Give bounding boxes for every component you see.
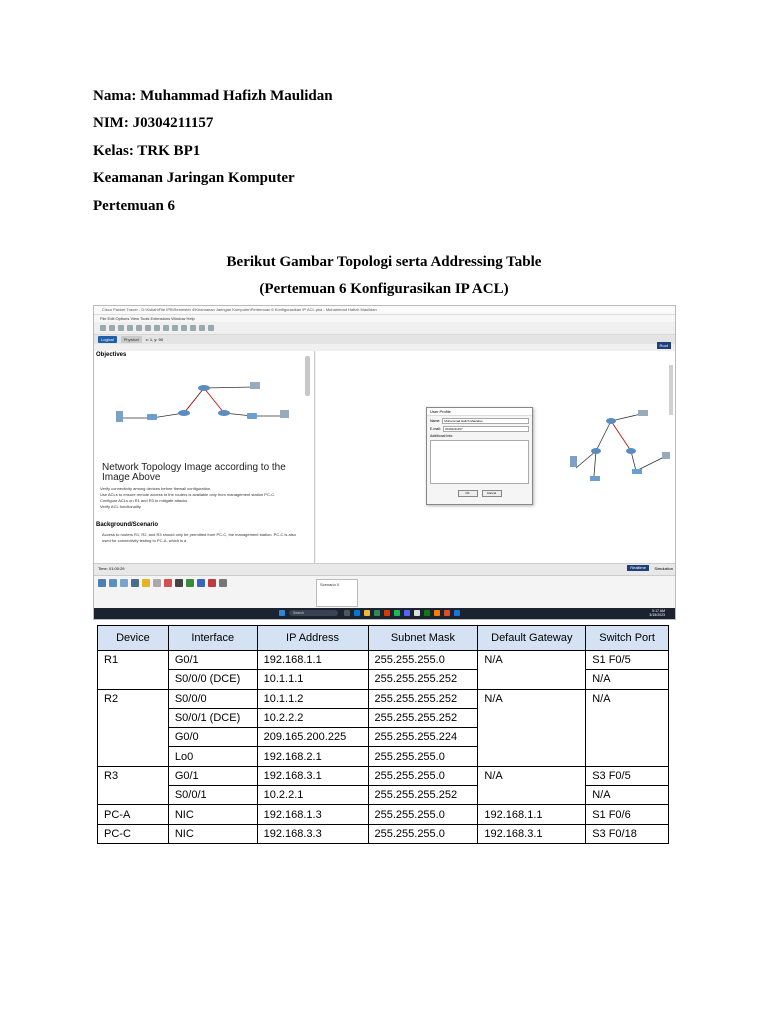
- objective-item: Verify connectivity among devices before firewall configuration.: [100, 486, 212, 491]
- cell-ip: 10.2.2.2: [257, 708, 368, 727]
- search-box[interactable]: Search: [289, 610, 338, 616]
- objective-item: Verify ACL functionality.: [100, 504, 142, 509]
- cell-gateway: [478, 670, 586, 689]
- objective-item: Configure ACLs on R1 and R3 to mitigate attacks.: [100, 498, 189, 503]
- cell-switch-port: N/A: [586, 670, 669, 689]
- cell-subnet: 255.255.255.252: [368, 786, 478, 805]
- col-switch-port: Switch Port: [586, 626, 669, 651]
- zoom-in-icon[interactable]: [172, 325, 178, 331]
- app-icon[interactable]: [374, 610, 380, 616]
- packet-tracer-icon[interactable]: [454, 610, 460, 616]
- cell-subnet: 255.255.255.252: [368, 689, 478, 708]
- router-icon: [626, 448, 636, 454]
- sim-time: Time: 01:00:29: [98, 566, 125, 571]
- cell-subnet: 255.255.255.0: [368, 766, 478, 785]
- zoom-out-icon[interactable]: [181, 325, 187, 331]
- router-icon: [178, 410, 190, 416]
- cell-device: R3: [98, 766, 169, 785]
- cell-ip: 209.165.200.225: [257, 728, 368, 747]
- cell-interface: G0/1: [168, 651, 257, 670]
- packet-tracer-screenshot: [93, 305, 676, 620]
- cell-subnet: 255.255.255.224: [368, 728, 478, 747]
- cell-subnet: 255.255.255.252: [368, 708, 478, 727]
- server-icon: [570, 456, 577, 467]
- switch-icon: [247, 413, 257, 419]
- caption-line-1: Berikut Gambar Topologi serta Addressing Table: [226, 254, 542, 270]
- cell-switch-port: [586, 747, 669, 766]
- cell-subnet: 255.255.255.0: [368, 805, 478, 824]
- router-category-icon[interactable]: [98, 579, 106, 587]
- custom-device-icon[interactable]: [208, 325, 214, 331]
- table-row: [98, 728, 669, 747]
- table-row: [98, 689, 669, 708]
- cell-interface: NIC: [168, 805, 257, 824]
- save-icon[interactable]: [118, 325, 124, 331]
- app-icon[interactable]: [444, 610, 450, 616]
- cell-interface: NIC: [168, 824, 257, 843]
- router-icon: [606, 418, 616, 424]
- cell-gateway: N/A: [478, 689, 586, 708]
- cell-ip: 192.168.3.3: [257, 824, 368, 843]
- tab-logical[interactable]: Logical: [98, 336, 117, 343]
- cell-interface: S0/0/0: [168, 689, 257, 708]
- topology-note: Network Topology Image according to the Image Above: [102, 462, 286, 483]
- device-panel: [94, 575, 675, 609]
- cell-device: [98, 786, 169, 805]
- router-icon: [218, 410, 230, 416]
- cell-interface: S0/0/1: [168, 786, 257, 805]
- cell-switch-port: S1 F0/6: [586, 805, 669, 824]
- toolbar: [94, 322, 675, 335]
- cell-ip: 192.168.3.1: [257, 766, 368, 785]
- cancel-button[interactable]: Cancel: [482, 490, 502, 497]
- pc-icon: [662, 452, 670, 459]
- user-profile-dialog[interactable]: [426, 407, 533, 505]
- palette-icon[interactable]: [199, 325, 205, 331]
- paste-icon[interactable]: [145, 325, 151, 331]
- cell-device: [98, 670, 169, 689]
- cell-gateway: 192.168.3.1: [478, 824, 586, 843]
- discord-icon[interactable]: [404, 610, 410, 616]
- switch-icon: [632, 469, 642, 474]
- table-row: [98, 708, 669, 727]
- table-row: [98, 747, 669, 766]
- cell-switch-port: N/A: [586, 786, 669, 805]
- cell-ip: 192.168.1.1: [257, 651, 368, 670]
- addressing-table: [97, 625, 669, 844]
- undo-icon[interactable]: [154, 325, 160, 331]
- cell-interface: G0/0: [168, 728, 257, 747]
- cable-icon[interactable]: [175, 579, 183, 587]
- spotify-icon[interactable]: [394, 610, 400, 616]
- copy-icon[interactable]: [136, 325, 142, 331]
- workspace-tabs: [94, 335, 675, 344]
- ok-button[interactable]: OK: [458, 490, 478, 497]
- cell-ip: 192.168.2.1: [257, 747, 368, 766]
- chrome-icon[interactable]: [414, 610, 420, 616]
- print-icon[interactable]: [127, 325, 133, 331]
- table-header-row: [98, 626, 669, 651]
- table-row: [98, 766, 669, 785]
- dialog-title: User Profile: [427, 408, 532, 416]
- pc-icon: [280, 410, 289, 418]
- table-row: [98, 651, 669, 670]
- hub-category-icon[interactable]: [120, 579, 128, 587]
- app-icon[interactable]: [424, 610, 430, 616]
- col-gateway: Default Gateway: [478, 626, 586, 651]
- cell-interface: S0/0/0 (DCE): [168, 670, 257, 689]
- background-text: Access to routers R1, R2, and R3 should only be permitted from PC-C, the management station. PC-C is also used for connectivity testing to PC-A, which is a: [102, 532, 296, 543]
- cell-switch-port: S3 F0/5: [586, 766, 669, 785]
- cell-ip: 10.1.1.1: [257, 670, 368, 689]
- meeting-number: Pertemuan 6: [93, 198, 176, 214]
- cell-device: [98, 728, 169, 747]
- cell-interface: G0/1: [168, 766, 257, 785]
- connections-category-icon[interactable]: [142, 579, 150, 587]
- cell-device: PC-A: [98, 805, 169, 824]
- table-row: [98, 786, 669, 805]
- end-device-category-icon[interactable]: [153, 579, 161, 587]
- cell-gateway: N/A: [478, 766, 586, 785]
- root-label[interactable]: Root: [657, 342, 671, 349]
- device-type-row: [98, 579, 227, 587]
- cell-gateway: [478, 728, 586, 747]
- cell-subnet: 255.255.255.0: [368, 747, 478, 766]
- email-field[interactable]: J0304211157: [443, 426, 529, 432]
- table-row: [98, 670, 669, 689]
- open-icon[interactable]: [109, 325, 115, 331]
- cell-switch-port: [586, 708, 669, 727]
- tab-physical[interactable]: Physical: [121, 336, 142, 343]
- workspace-topology: [556, 406, 671, 496]
- cell-gateway: N/A: [478, 651, 586, 670]
- logical-workspace[interactable]: [316, 351, 675, 563]
- cell-subnet: 255.255.255.0: [368, 824, 478, 843]
- redo-icon[interactable]: [163, 325, 169, 331]
- cell-switch-port: [586, 728, 669, 747]
- caption-line-2: (Pertemuan 6 Konfigurasikan IP ACL): [259, 281, 509, 297]
- cell-ip: 192.168.1.3: [257, 805, 368, 824]
- os-taskbar: [94, 608, 675, 619]
- server-icon: [250, 382, 260, 389]
- cell-switch-port: S1 F0/5: [586, 651, 669, 670]
- student-nim: NIM: J0304211157: [93, 115, 214, 131]
- taskview-icon[interactable]: [344, 610, 350, 616]
- window-title: Cisco Packet Tracer - D:\Kuliah\File IPB\Semester 4\Keamanan Jaringan Komputer\Pertemuan 6 Konfigurasikan IP ACL.pka - Muhammad Hafizh Maulidan: [94, 306, 675, 315]
- start-icon[interactable]: [279, 610, 285, 616]
- instructions-scrollbar[interactable]: [305, 356, 310, 396]
- scenario-select[interactable]: Scenario 0: [320, 582, 340, 587]
- new-icon[interactable]: [100, 325, 106, 331]
- cell-device: [98, 747, 169, 766]
- cell-interface: S0/0/1 (DCE): [168, 708, 257, 727]
- name-label: Name:: [430, 419, 441, 423]
- cable-icon[interactable]: [164, 579, 172, 587]
- background-heading: Background/Scenario: [96, 522, 159, 528]
- cell-ip: 10.2.2.1: [257, 786, 368, 805]
- cable-icon[interactable]: [186, 579, 194, 587]
- cable-icon[interactable]: [219, 579, 227, 587]
- clock-date: 3/15/2023: [649, 613, 665, 617]
- realtime-tab[interactable]: Realtime: [627, 565, 649, 571]
- clock-time: 9:17 AM: [652, 609, 665, 613]
- cell-subnet: 255.255.255.0: [368, 651, 478, 670]
- simulation-tab[interactable]: Simulation: [654, 566, 673, 571]
- cell-switch-port: S3 F0/18: [586, 824, 669, 843]
- cell-device: R1: [98, 651, 169, 670]
- table-row: [98, 805, 669, 824]
- objective-list: [100, 486, 300, 510]
- coords-readout: x: 1, y: 90: [145, 337, 163, 342]
- topology-diagram: [104, 373, 299, 443]
- router-icon: [198, 385, 210, 391]
- server-icon: [638, 410, 648, 416]
- col-subnet: Subnet Mask: [368, 626, 478, 651]
- cell-device: R2: [98, 689, 169, 708]
- cell-switch-port: N/A: [586, 689, 669, 708]
- switch-icon: [147, 414, 157, 420]
- folder-icon[interactable]: [364, 610, 370, 616]
- cell-gateway: [478, 708, 586, 727]
- cell-ip: 10.1.1.2: [257, 689, 368, 708]
- col-device: Device: [98, 626, 169, 651]
- col-ip: IP Address: [257, 626, 368, 651]
- app-icon[interactable]: [434, 610, 440, 616]
- cell-device: [98, 708, 169, 727]
- cell-gateway: 192.168.1.1: [478, 805, 586, 824]
- wireless-category-icon[interactable]: [131, 579, 139, 587]
- cell-gateway: [478, 747, 586, 766]
- table-row: [98, 824, 669, 843]
- cable-icon[interactable]: [208, 579, 216, 587]
- col-interface: Interface: [168, 626, 257, 651]
- server-icon: [116, 411, 123, 422]
- switch-icon: [590, 476, 600, 481]
- menu-bar: File Edit Options View Tools Extensions Window Help: [94, 315, 675, 322]
- cell-device: PC-C: [98, 824, 169, 843]
- cell-interface: Lo0: [168, 747, 257, 766]
- student-class: Kelas: TRK BP1: [93, 143, 201, 159]
- scenario-panel[interactable]: [316, 579, 358, 607]
- name-field[interactable]: Muhammad Hafizh Maulidan: [442, 418, 529, 424]
- student-name: Nama: Muhammad Hafizh Maulidan: [93, 88, 333, 104]
- taskbar-clock: [649, 609, 665, 617]
- objective-item: Use ACLs to ensure remote access to the routers is available only from management station PC-C.: [100, 492, 276, 497]
- app-icon[interactable]: [384, 610, 390, 616]
- course-name: Keamanan Jaringan Komputer: [93, 170, 295, 186]
- additional-info-field[interactable]: [430, 440, 529, 484]
- instructions-pane[interactable]: [94, 351, 315, 563]
- switch-category-icon[interactable]: [109, 579, 117, 587]
- zoom-reset-icon[interactable]: [190, 325, 196, 331]
- objectives-heading: Objectives: [96, 352, 127, 358]
- cell-gateway: [478, 786, 586, 805]
- edge-icon[interactable]: [354, 610, 360, 616]
- router-icon: [591, 448, 601, 454]
- cable-icon[interactable]: [197, 579, 205, 587]
- additional-info-label: Additional Info:: [430, 434, 454, 438]
- cell-subnet: 255.255.255.252: [368, 670, 478, 689]
- email-label: E-mail:: [430, 427, 441, 431]
